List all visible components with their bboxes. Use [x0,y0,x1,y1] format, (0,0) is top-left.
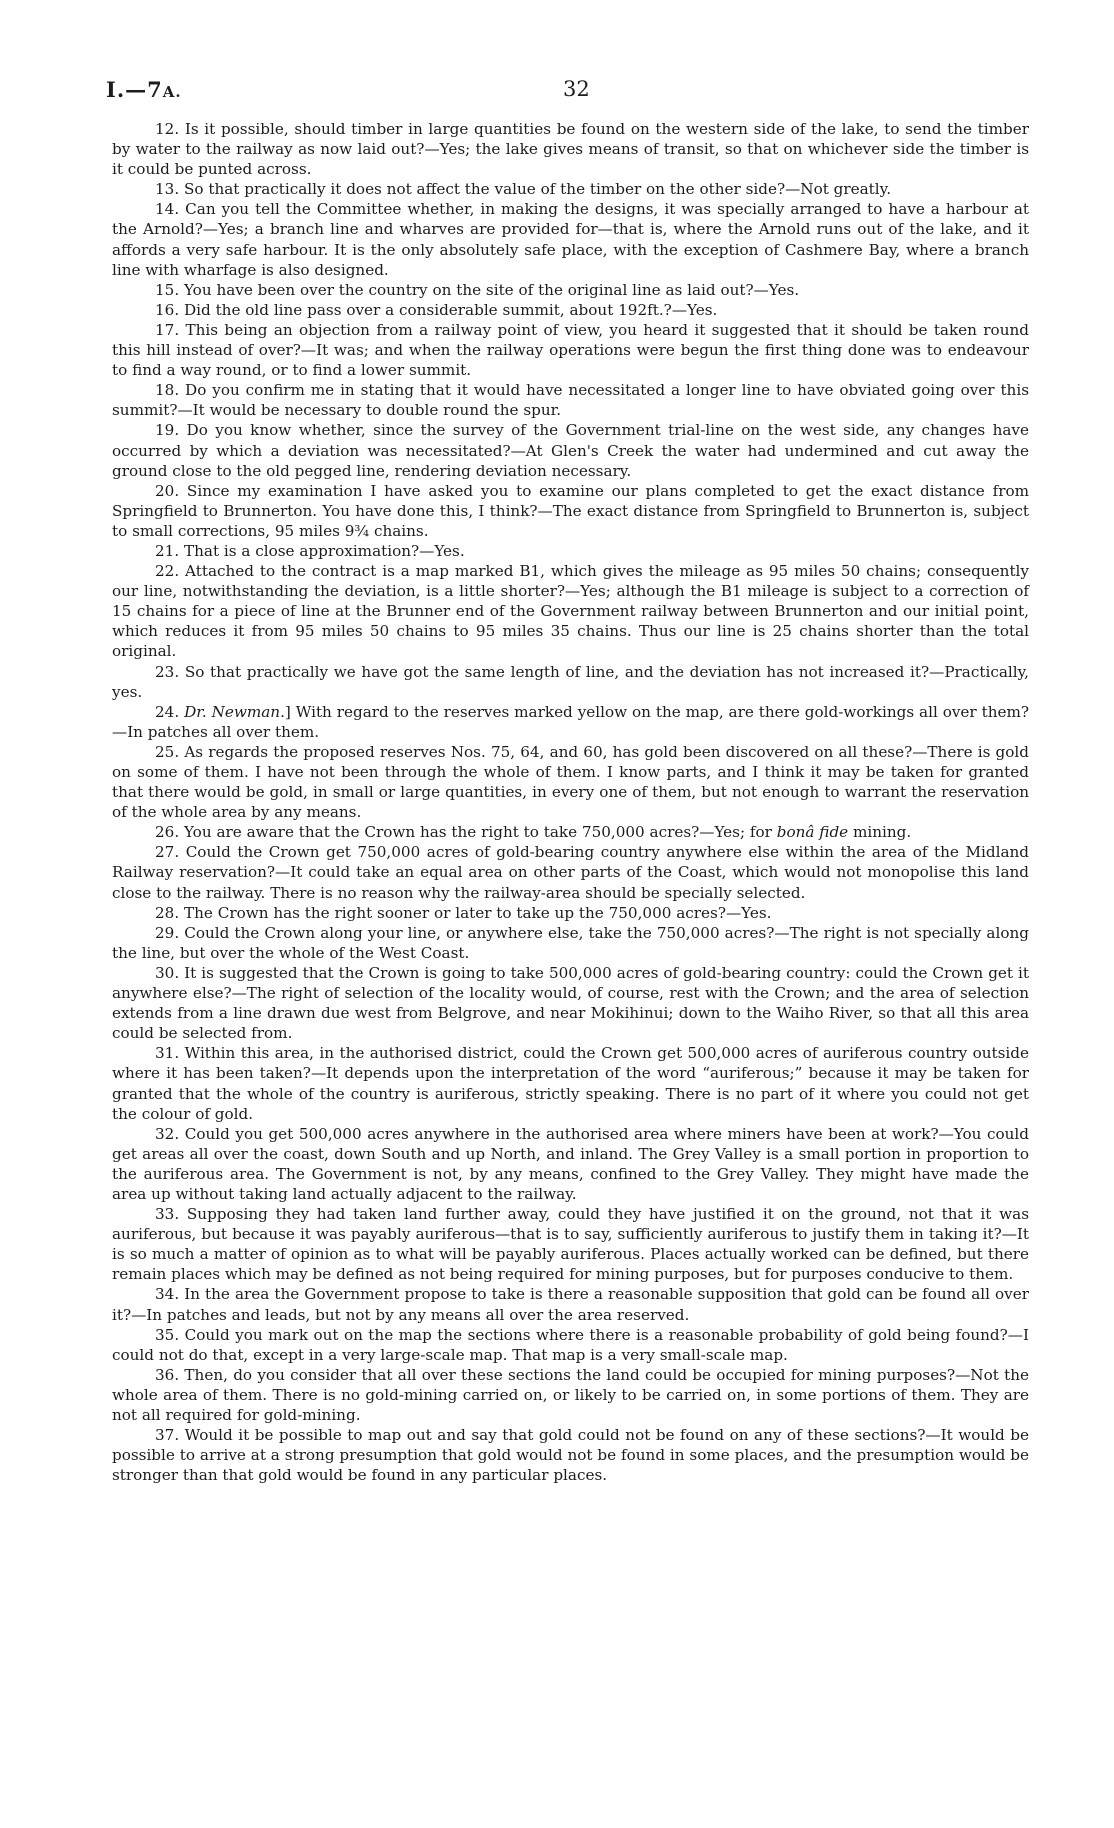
questions-body [112,119,1029,1485]
question-27: 27. Could the Crown get 750,000 acres of gold-bearing country anywhere else within the area of the Midland Railway reservation?—It could take an equal area on other parts of the Coast, which would not monopolise this land close to the railway. There is no reason why the railway-area should be specially selected. [112,843,1029,902]
question-29: 29. Could the Crown along your line, or anywhere else, take the 750,000 acres?—The right is not specially along the line, but over the whole of the West Coast. [112,923,1029,962]
question-28: 28. The Crown has the right sooner or later to take up the 750,000 acres?—Yes. [155,903,772,922]
question-17: 17. This being an objection from a railway point of view, you heard it suggested that it should be taken round this hill instead of over?—It was; and when the railway operations were begun the first thing done was to endeavour to find a way round, or to find a lower summit. [112,320,1029,380]
question-30: 30. It is suggested that the Crown is going to take 500,000 acres of gold-bearing country: could the Crown get it anywhere else?—The right of selection of the locality would, of course, rest with the Crown; and the area of selection extends from a line drawn due west from Belgrove, and near Mokihinui; down to the Waiho River, so that all this area could be selected from. [112,963,1029,1043]
question-26 [112,822,1029,842]
question-20: 20. Since my examination I have asked you to examine our plans completed to get the exact distance from Springfield to Brunnerton. You have done this, I think?—The exact distance from Springfield to Brunnerton is, subject to small corrections, 95 miles 9¾ chains. [112,481,1029,540]
question-14: 14. Can you tell the Committee whether, in making the designs, it was specially arranged to have a harbour at the Arnold?—Yes; a branch line and wharves are provided for—that is, where the Arnold runs out of the lake, and it affords a very safe harbour. It is the only absolutely safe place, with the exception of Cashmere Bay, where a branch line with wharfage is also designed. [112,200,1029,279]
question-24-text: ] With regard to the reserves marked yellow on the map, are there gold-workings all over them?—In patches all over them. [112,702,1030,741]
question-25: 25. As regards the proposed reserves Nos. 75, 64, and 60, has gold been discovered on all these?—There is gold on some of them. I have not been through the whole of them. I know parts, and I think it may be taken for granted that there would be gold, in small or large quantities, in every one of them, but not enough to warrant the reservation of the whole area by any means. [112,742,1029,822]
question-33: 33. Supposing they had taken land further away, could they have justified it on the ground, not that it was auriferous, but because it was payably auriferous—that is to say, sufficiently auriferous to justify them in taking it?—It is so much a matter of opinion as to what will be payably auriferous. Places actually worked can be defined, but there remain places which may be defined as not being required for mining purposes, but for purposes conducive to them. [112,1205,1029,1284]
question-26-end: mining. [848,823,912,842]
question-15: 15. You have been over the country on the site of the original line as laid out?—Yes. [155,280,800,299]
question-35: 35. Could you mark out on the map the sections where there is a reasonable probability of gold being found?—I could not do that, except in a very large-scale map. That map is a very small-scale map. [112,1325,1029,1364]
question-34: 34. In the area the Government propose to take is there a reasonable supposition that gold can be found all over it?—In patches and leads, but not by any means all over the area reserved. [112,1285,1029,1324]
question-21: 21. That is a close approximation?—Yes. [155,541,465,560]
question-13: 13. So that practically it does not affect the value of the timber on the other side?—Not greatly. [155,180,892,199]
question-19: 19. Do you know whether, since the survey of the Government trial-line on the west side, any changes have occurred by which a deviation was necessitated?—At Glen's Creek the water had undermined and cut away the ground close to the old pegged line, rendering deviation necessary. [112,421,1029,480]
question-24 [112,702,1029,742]
question-26-italic: bonâ fide [776,823,849,842]
question-32: 32. Could you get 500,000 acres anywhere in the authorised area where miners have been at work?—You could get areas all over the coast, down South and up North, and inland. The Grey Valley is a small portion in proportion to the auriferous area. The Government is not, by any means, confined to the Grey Valley. They might have made the area up without taking land actually adjacent to the railway. [112,1124,1029,1203]
reference-prefix: I.—7 [106,77,163,102]
question-26-text: 26. You are aware that the Crown has the right to take 750,000 acres?—Yes; for [155,823,777,842]
question-12: 12. Is it possible, should timber in large quantities be found on the western side of the lake, to send the timber by water to the railway as now laid out?—Yes; the lake gives means of transit, so that on whichever side the timber is it could be punted across. [112,120,1029,179]
question-18: 18. Do you confirm me in stating that it would have necessitated a longer line to have obviated going over this summit?—It would be necessary to double round the spur. [112,381,1029,420]
question-37: 37. Would it be possible to map out and say that gold could not be found on any of these sections?—It would be possible to arrive at a strong presumption that gold would not be found in some places, and the presumption would be stronger than that gold would be found in any particular places. [112,1426,1029,1485]
document-reference [106,77,182,102]
page-number: 32 [563,77,590,101]
question-23: 23. So that practically we have got the same length of line, and the deviation has not increased it?—Practically, yes. [112,662,1029,701]
question-22: 22. Attached to the contract is a map marked B1, which gives the mileage as 95 miles 50 chains; consequently our line, notwithstanding the deviation, is a little shorter?—Yes; although the B1 mileage is subject to a correction of 15 chains for a piece of line at the Brunner end of the Government railway between Brunnerton and our initial point, which reduces it from 95 miles 50 chains to 95 miles 35 chains. Thus our line is 25 chains shorter than the total original. [112,562,1029,661]
reference-suffix: A. [162,83,182,101]
question-31: 31. Within this area, in the authorised district, could the Crown get 500,000 acres of auriferous country outside where it has been taken?—It depends upon the interpretation of the word “auriferous;” because it may be taken for granted that the whole of the country is auriferous, strictly speaking. There is no part of it where you could not get the colour of gold. [112,1044,1029,1123]
question-36: 36. Then, do you consider that all over these sections the land could be occupied for mining purposes?—Not the whole area of them. There is no gold-mining carried on, or likely to be carried on, in some portions of them. They are not all required for gold-mining. [112,1365,1029,1424]
speaker-name: Dr. Newman. [184,702,285,721]
question-24-number: 24. [155,702,185,721]
question-16: 16. Did the old line pass over a considerable summit, about 192ft.?—Yes. [155,300,718,319]
